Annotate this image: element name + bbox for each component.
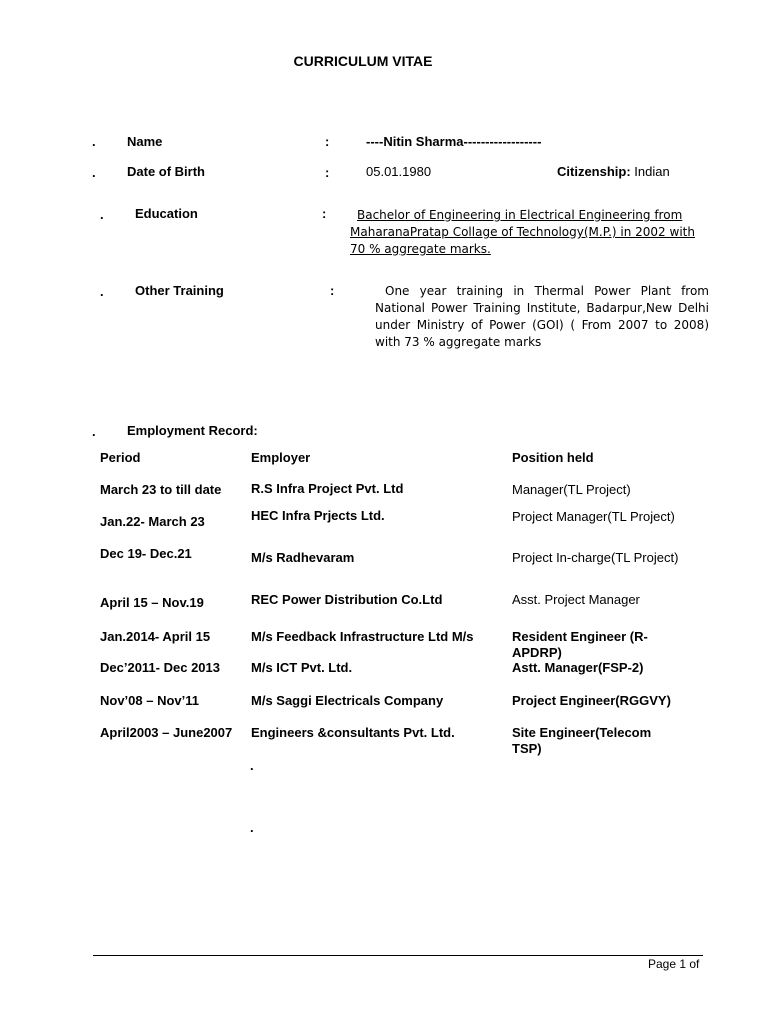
bullet: .: [100, 207, 104, 222]
row-period: March 23 to till date: [100, 482, 222, 497]
table-row: [0, 546, 768, 580]
employment-label: Employment Record:: [127, 423, 258, 438]
bullet: .: [100, 284, 104, 299]
header-period: Period: [100, 450, 141, 465]
row-position: Project Engineer(RGGVY): [512, 693, 671, 708]
trailing-dot: .: [250, 758, 254, 773]
row-period: Dec’2011- Dec 2013: [100, 660, 220, 675]
colon: :: [325, 134, 330, 149]
row-period: April2003 – June2007: [100, 725, 233, 740]
training-line: One year training in Thermal Power Plant from: [385, 284, 709, 298]
citizenship-label: Citizenship:: [557, 164, 631, 179]
dob-value: 05.01.1980: [366, 164, 432, 179]
row-employer: M/s Saggi Electricals Company: [251, 693, 444, 708]
trailing-dot: .: [250, 820, 254, 835]
row-position: Resident Engineer (R-APDRP): [512, 629, 648, 660]
education-label: Education: [135, 206, 198, 221]
education-line: 70 % aggregate marks.: [350, 242, 491, 256]
citizenship: [557, 164, 670, 179]
row-employer: REC Power Distribution Co.Ltd: [251, 592, 443, 607]
dob-label: Date of Birth: [127, 164, 205, 179]
row-period: Dec 19- Dec.21: [100, 546, 192, 561]
header-position: Position held: [512, 450, 594, 465]
training-line: National Power Training Institute, Badarpur,New Delhi: [375, 301, 709, 315]
colon: :: [325, 165, 330, 180]
table-row: [0, 629, 768, 663]
row-period: April 15 – Nov.19: [100, 595, 204, 610]
row-period: Jan.22- March 23: [100, 514, 205, 529]
education-text: [350, 207, 710, 258]
row-position: Project In-charge(TL Project): [512, 550, 679, 565]
citizenship-value: Indian: [634, 164, 670, 179]
bullet: .: [92, 165, 96, 180]
row-position: Site Engineer(Telecom TSP): [512, 725, 652, 756]
row-employer: M/s ICT Pvt. Ltd.: [251, 660, 353, 675]
training-line: with 73 % aggregate marks: [375, 335, 542, 349]
colon: :: [330, 283, 335, 298]
name-label: Name: [127, 134, 163, 149]
footer-divider: [93, 955, 703, 956]
employment-header-row: [0, 450, 768, 484]
education-line: Bachelor of Engineering in Electrical Engineering from: [357, 208, 683, 222]
training-line: under Ministry of Power (GOI) ( From 2007 to 2008): [375, 318, 709, 332]
document-title: CURRICULUM VITAE: [293, 53, 433, 69]
table-row: [0, 508, 768, 542]
colon: :: [322, 206, 327, 221]
header-employer: Employer: [251, 450, 311, 465]
row-employer: R.S Infra Project Pvt. Ltd: [251, 481, 404, 496]
name-value: ----Nitin Sharma------------------: [366, 134, 542, 149]
table-row: [0, 725, 768, 759]
row-employer: M/s Feedback Infrastructure Ltd M/s: [251, 629, 474, 644]
row-period: Jan.2014- April 15: [100, 629, 211, 644]
row-position: Project Manager(TL Project): [512, 509, 675, 524]
row-period: Nov’08 – Nov’11: [100, 693, 199, 708]
page-number: Page 1 of: [648, 957, 700, 971]
row-position: Astt. Manager(FSP-2): [512, 660, 644, 675]
other-training-text: [375, 283, 709, 351]
bullet: .: [92, 424, 96, 439]
table-row: [0, 660, 768, 694]
row-position: Asst. Project Manager: [512, 592, 640, 607]
row-employer: M/s Radhevaram: [251, 550, 355, 565]
table-row: [0, 592, 768, 626]
row-employer: Engineers &consultants Pvt. Ltd.: [251, 725, 455, 740]
row-position: Manager(TL Project): [512, 482, 631, 497]
bullet: .: [92, 134, 96, 149]
other-training-label: Other Training: [135, 283, 224, 298]
education-line: MaharanaPratap Collage of Technology(M.P.) in 2002 with: [350, 225, 695, 239]
row-employer: HEC Infra Prjects Ltd.: [251, 508, 385, 523]
table-row: [0, 693, 768, 727]
